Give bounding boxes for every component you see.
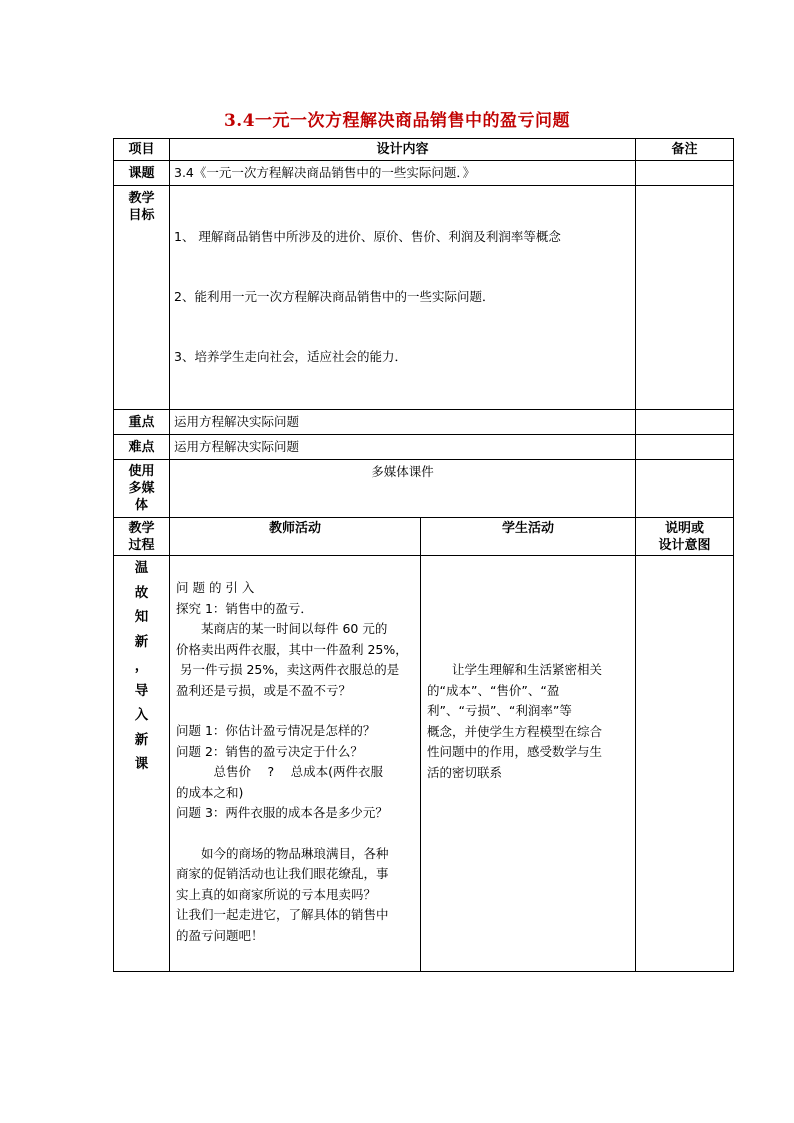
problem-line: 另一件亏损 25%，卖这两件衣服总的是 xyxy=(176,662,400,677)
key-note xyxy=(636,410,734,435)
student-line: 的“成本”、“售价”、“盈 xyxy=(427,682,560,698)
problem-line: 盈利还是亏损，或是不盈不亏？ xyxy=(176,682,352,698)
goal-item: 3、培养学生走向社会，适应社会的能力． xyxy=(174,349,407,364)
key-text: 运用方程解决实际问题 xyxy=(174,414,300,429)
section-label-char: 温 xyxy=(134,560,149,576)
question-2-answer: 的成本之和) xyxy=(176,784,244,800)
intro-heading: 问 题 的 引 入 xyxy=(176,580,255,595)
question-2-answer: 总售价 ? 总成本(两件衣服 xyxy=(176,764,383,779)
student-activity-cell xyxy=(421,556,636,972)
difficult-label: 难点 xyxy=(114,435,170,460)
teacher-activity-header: 教师活动 xyxy=(170,518,421,556)
media-label xyxy=(114,460,170,518)
topic-cell xyxy=(170,161,636,186)
section-label-char: 新 xyxy=(134,731,149,748)
media-text: 多媒体课件 xyxy=(371,464,434,479)
topic-note xyxy=(636,161,734,186)
media-label-line-2: 多媒 xyxy=(128,481,155,496)
difficult-row xyxy=(114,435,734,460)
explore-title: 探究 1：销售中的盈亏． xyxy=(176,600,313,616)
teacher-activity-cell xyxy=(170,556,421,972)
student-activity-header: 学生活动 xyxy=(421,518,636,556)
section-label-char: ， xyxy=(134,658,149,674)
problem-line: 价格卖出两件衣服，其中一件盈利 25%， xyxy=(176,641,408,657)
closing-line: 如今的商场的物品琳琅满目，各种 xyxy=(176,845,389,861)
student-line: 利”、“亏损”、“利润率”等 xyxy=(427,703,572,718)
closing-line: 的盈亏问题吧！ xyxy=(176,927,264,943)
closing-line: 实上真的如商家所说的亏本甩卖吗？ xyxy=(176,886,377,902)
media-cell xyxy=(170,460,636,518)
section-label xyxy=(114,556,170,972)
key-row xyxy=(114,410,734,435)
process-label xyxy=(114,518,170,556)
student-line: 让学生理解和生活紧密相关 xyxy=(427,662,603,677)
student-line: 性问题中的作用，感受数学与生 xyxy=(427,744,603,759)
section-label-char: 故 xyxy=(134,584,149,601)
problem-line: 某商店的某一时间以每件 60 元的 xyxy=(176,621,388,636)
section-label-char: 新 xyxy=(134,633,149,650)
closing-line: 让我们一起走进它，了解具体的销售中 xyxy=(176,907,389,922)
key-label: 重点 xyxy=(114,410,170,435)
question-3: 问题 3：两件衣服的成本各是多少元？ xyxy=(176,805,388,820)
section-label-char: 导 xyxy=(134,682,149,699)
student-line: 活的密切联系 xyxy=(427,764,503,780)
section-label-char: 知 xyxy=(134,609,149,625)
design-intent-header-line-1: 说明或 xyxy=(665,521,705,536)
goals-label-line-1: 教学 xyxy=(128,191,155,206)
process-label-line-1: 教学 xyxy=(128,521,155,536)
goals-cell xyxy=(170,186,636,410)
section-label-char: 入 xyxy=(134,707,149,723)
student-line: 概念，并使学生方程模型在综合 xyxy=(427,723,603,739)
topic-row xyxy=(114,161,734,186)
design-intent-header-line-2: 设计意图 xyxy=(658,538,711,553)
section-label-char: 课 xyxy=(134,756,149,772)
header-design: 设计内容 xyxy=(170,139,636,161)
difficult-text: 运用方程解决实际问题 xyxy=(174,439,300,454)
goals-note xyxy=(636,186,734,410)
question-2: 问题 2：销售的盈亏决定于什么？ xyxy=(176,743,363,759)
closing-line: 商家的促销活动也让我们眼花缭乱，事 xyxy=(176,866,389,881)
key-cell xyxy=(170,410,636,435)
page-title: 3.4一元一次方程解决商品销售中的盈亏问题 xyxy=(223,111,571,131)
goals-label xyxy=(114,186,170,410)
design-intent-header xyxy=(636,518,734,556)
media-note xyxy=(636,460,734,518)
header-item: 项目 xyxy=(114,139,170,161)
topic-text: 3.4《一元一次方程解决商品销售中的一些实际问题．》 xyxy=(174,165,476,180)
design-intent-cell xyxy=(636,556,734,972)
header-note: 备注 xyxy=(636,139,734,161)
topic-label: 课题 xyxy=(114,161,170,186)
goals-row xyxy=(114,186,734,410)
goal-item: 1、 理解商品销售中所涉及的进价、原价、售价、利润及利润率等概念 xyxy=(174,229,561,244)
difficult-note xyxy=(636,435,734,460)
media-row xyxy=(114,460,734,518)
header-row xyxy=(114,139,734,161)
goal-item: 2、能利用一元一次方程解决商品销售中的一些实际问题． xyxy=(174,289,495,304)
goals-label-line-2: 目标 xyxy=(128,208,155,223)
media-label-line-1: 使用 xyxy=(128,464,155,479)
process-label-line-2: 过程 xyxy=(128,538,155,553)
media-label-line-3: 体 xyxy=(134,498,148,513)
question-1: 问题 1：你估计盈亏情况是怎样的？ xyxy=(176,723,376,738)
process-header-row xyxy=(114,518,734,556)
difficult-cell xyxy=(170,435,636,460)
lesson-plan-table xyxy=(113,138,734,972)
content-row xyxy=(114,556,734,972)
